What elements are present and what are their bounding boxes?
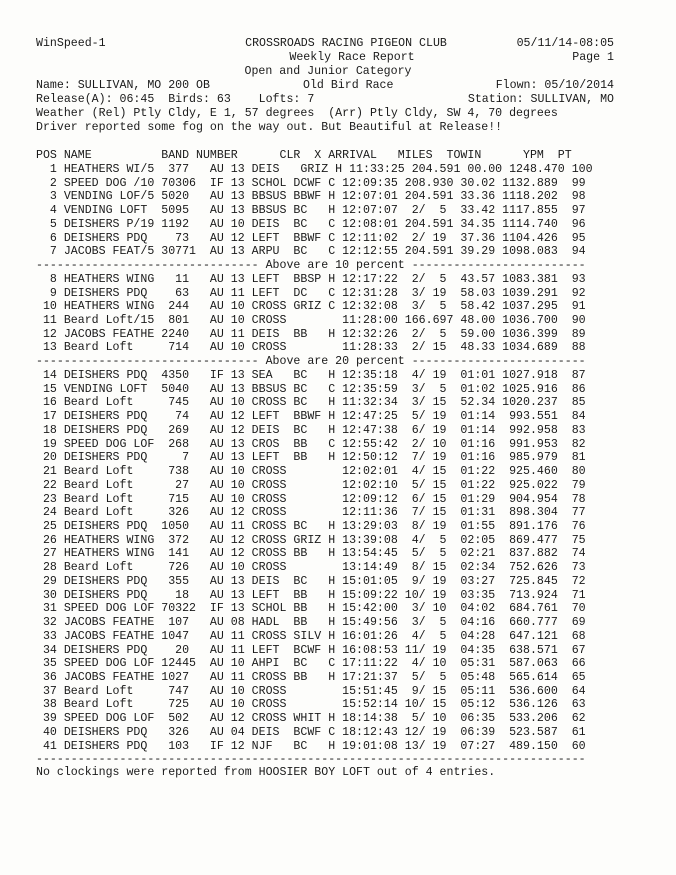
table-row: 41 DEISHERS PDQ 103 IF 12 NJF BC H 19:01:08 13/ 19 07:27 489.150 60: [36, 739, 586, 753]
table-row: 38 Beard Loft 725 AU 10 CROSS 15:52:14 10/ 15 05:12 536.126 63: [36, 698, 586, 712]
table-row: 15 VENDING LOFT 5040 AU 13 BBSUS BC C 12:35:59 3/ 5 01:02 1025.916 86: [36, 382, 586, 396]
separator-10-percent: -------------------------------- Above are 10 percent -------------------------: [36, 259, 586, 273]
release-name: Name: SULLIVAN, MO 200 OB: [36, 79, 210, 92]
club-name: CROSSROADS RACING PIGEON CLUB: [245, 37, 447, 50]
table-row: 6 DEISHERS PDQ 73 AU 12 LEFT BBWF C 12:11:02 2/ 19 37.36 1104.426 95: [36, 231, 586, 245]
flown-date: Flown: 05/10/2014: [495, 79, 614, 92]
table-row: 36 JACOBS FEATHE 1027 AU 11 CROSS BB H 17:21:37 5/ 5 05:48 565.614 65: [36, 671, 586, 684]
category: Open and Junior Category: [244, 65, 412, 78]
table-row: 2 SPEED DOG /10 70306 IF 13 SCHOL DCWF C 12:09:35 208.930 30.02 1132.889 99: [36, 176, 586, 190]
separator-20-percent: -------------------------------- Above are 20 percent -------------------------: [36, 355, 586, 369]
table-row: 28 Beard Loft 726 AU 10 CROSS 13:14:49 8/ 15 02:34 752.626 73: [36, 561, 586, 575]
table-row: 21 Beard Loft 738 AU 10 CROSS 12:02:01 4/ 15 01:22 925.460 80: [36, 465, 586, 479]
table-row: 7 JACOBS FEAT/5 30771 AU 13 ARPU BC C 12:12:55 204.591 39.29 1098.083 94: [36, 245, 586, 259]
table-row: 30 DEISHERS PDQ 18 AU 13 LEFT BB H 15:09:22 10/ 19 03:35 713.924 71: [36, 588, 586, 602]
table-row: 32 JACOBS FEATHE 107 AU 08 HADL BB H 15:49:56 3/ 5 04:16 660.777 69: [36, 616, 586, 630]
table-row: 5 DEISHERS P/19 1192 AU 10 DEIS BC C 12:08:01 204.591 34.35 1114.740 96: [36, 217, 586, 231]
station: Station: SULLIVAN, MO: [467, 93, 614, 106]
table-row: 14 DEISHERS PDQ 4350 IF 13 SEA BC H 12:35:18 4/ 19 01:01 1027.918 87: [36, 368, 586, 382]
separator-end: -------------------------------------------------------------------------------: [36, 753, 586, 767]
table-row: 17 DEISHERS PDQ 74 AU 12 LEFT BBWF H 12:47:25 5/ 19 01:14 993.551 84: [36, 410, 586, 424]
table-row: 23 Beard Loft 715 AU 10 CROSS 12:09:12 6/ 15 01:29 904.954 78: [36, 492, 586, 506]
table-row: 40 DEISHERS PDQ 326 AU 04 DEIS BCWF C 18:12:43 12/ 19 06:39 523.587 61: [36, 725, 586, 739]
table-row: 26 HEATHERS WING 372 AU 12 CROSS GRIZ H 13:39:08 4/ 5 02:05 869.477 75: [36, 533, 586, 547]
table-row: 35 SPEED DOG LOF 12445 AU 10 AHPI BC C 17:11:22 4/ 10 05:31 587.063 66: [36, 657, 586, 671]
table-row: 31 SPEED DOG LOF 70322 IF 13 SCHOL BB H 15:42:00 3/ 10 04:02 684.761 70: [36, 602, 586, 616]
table-row: 34 DEISHERS PDQ 20 AU 11 LEFT BCWF H 16:08:53 11/ 19 04:35 638.571 67: [36, 643, 586, 657]
footer-note: No clockings were reported from HOOSIER BOY LOFT out of 4 entries.: [36, 766, 496, 779]
driver-note: Driver reported some fog on the way out. But Beautiful at Release!!: [36, 121, 503, 134]
table-row: 3 VENDING LOF/5 5020 AU 13 BBSUS BBWF H 12:07:01 204.591 33.36 1118.202 98: [36, 190, 586, 204]
table-row: 19 SPEED DOG LOF 268 AU 13 CROS BB C 12:55:42 2/ 10 01:16 991.953 82: [36, 437, 586, 451]
table-row: 29 DEISHERS PDQ 355 AU 13 DEIS BC H 15:01:05 9/ 19 03:27 725.845 72: [36, 574, 586, 588]
table-row: 20 DEISHERS PDQ 7 AU 13 LEFT BB H 12:50:12 7/ 19 01:16 985.979 81: [36, 451, 586, 465]
table-row: 1 HEATHERS WI/5 377 AU 13 DEIS GRIZ H 11:33:25 204.591 00.00 1248.470 100: [36, 163, 593, 176]
table-row: 13 Beard Loft 714 AU 10 CROSS 11:28:33 2/ 15 48.33 1034.689 88: [36, 341, 586, 355]
table-row: 9 DEISHERS PDQ 63 AU 11 LEFT DC C 12:31:28 3/ 19 58.03 1039.291 92: [36, 286, 586, 300]
table-row: 8 HEATHERS WING 11 AU 13 LEFT BBSP H 12:17:22 2/ 5 43.57 1083.381 93: [36, 272, 586, 286]
race-name: Old Bird Race: [303, 79, 394, 92]
table-row: 12 JACOBS FEATHE 2240 AU 11 DEIS BB H 12:32:26 2/ 5 59.00 1036.399 89: [36, 327, 586, 341]
page-number: Page 1: [572, 51, 614, 64]
report-title: Weekly Race Report: [289, 51, 415, 64]
program-name: WinSpeed-1: [36, 37, 106, 50]
column-headers: POS NAME BAND NUMBER CLR X ARRIVAL MILES TOWIN YPM PT: [36, 149, 572, 162]
table-row: 11 Beard Loft/15 801 AU 10 CROSS 11:28:00 166.697 48.00 1036.700 90: [36, 314, 586, 328]
report-datetime: 05/11/14-08:05: [516, 37, 614, 50]
table-row: 24 Beard Loft 326 AU 12 CROSS 12:11:36 7/ 15 01:31 898.304 77: [36, 506, 586, 520]
table-row: 4 VENDING LOFT 5095 AU 13 BBSUS BC H 12:07:07 2/ 5 33.42 1117.855 97: [36, 204, 586, 218]
table-row: 39 SPEED DOG LOF 502 AU 12 CROSS WHIT H 18:14:38 5/ 10 06:35 533.206 62: [36, 712, 586, 726]
weather: Weather (Rel) Ptly Cldy, E 1, 57 degrees (Arr) Ptly Cldy, SW 4, 70 degrees: [36, 107, 558, 120]
table-row: 10 HEATHERS WING 244 AU 10 CROSS GRIZ C 12:32:08 3/ 5 58.42 1037.295 91: [36, 300, 586, 314]
table-row: 18 DEISHERS PDQ 269 AU 12 DEIS BC H 12:47:38 6/ 19 01:14 992.958 83: [36, 423, 586, 437]
release-info: Release(A): 06:45 Birds: 63 Lofts: 7: [36, 93, 315, 106]
table-row: 22 Beard Loft 27 AU 10 CROSS 12:02:10 5/ 15 01:22 925.022 79: [36, 478, 586, 492]
table-row: 27 HEATHERS WING 141 AU 12 CROSS BB H 13:54:45 5/ 5 02:21 837.882 74: [36, 547, 586, 561]
table-row: 16 Beard Loft 745 AU 10 CROSS BC H 11:32:34 3/ 15 52.34 1020.237 85: [36, 396, 586, 410]
table-row: 25 DEISHERS PDQ 1050 AU 11 CROSS BC H 13:29:03 8/ 19 01:55 891.176 76: [36, 519, 586, 533]
table-row: 37 Beard Loft 747 AU 10 CROSS 15:51:45 9/ 15 05:11 536.600 64: [36, 684, 586, 698]
table-row: 33 JACOBS FEATHE 1047 AU 11 CROSS SILV H 16:01:26 4/ 5 04:28 647.121 68: [36, 629, 586, 643]
